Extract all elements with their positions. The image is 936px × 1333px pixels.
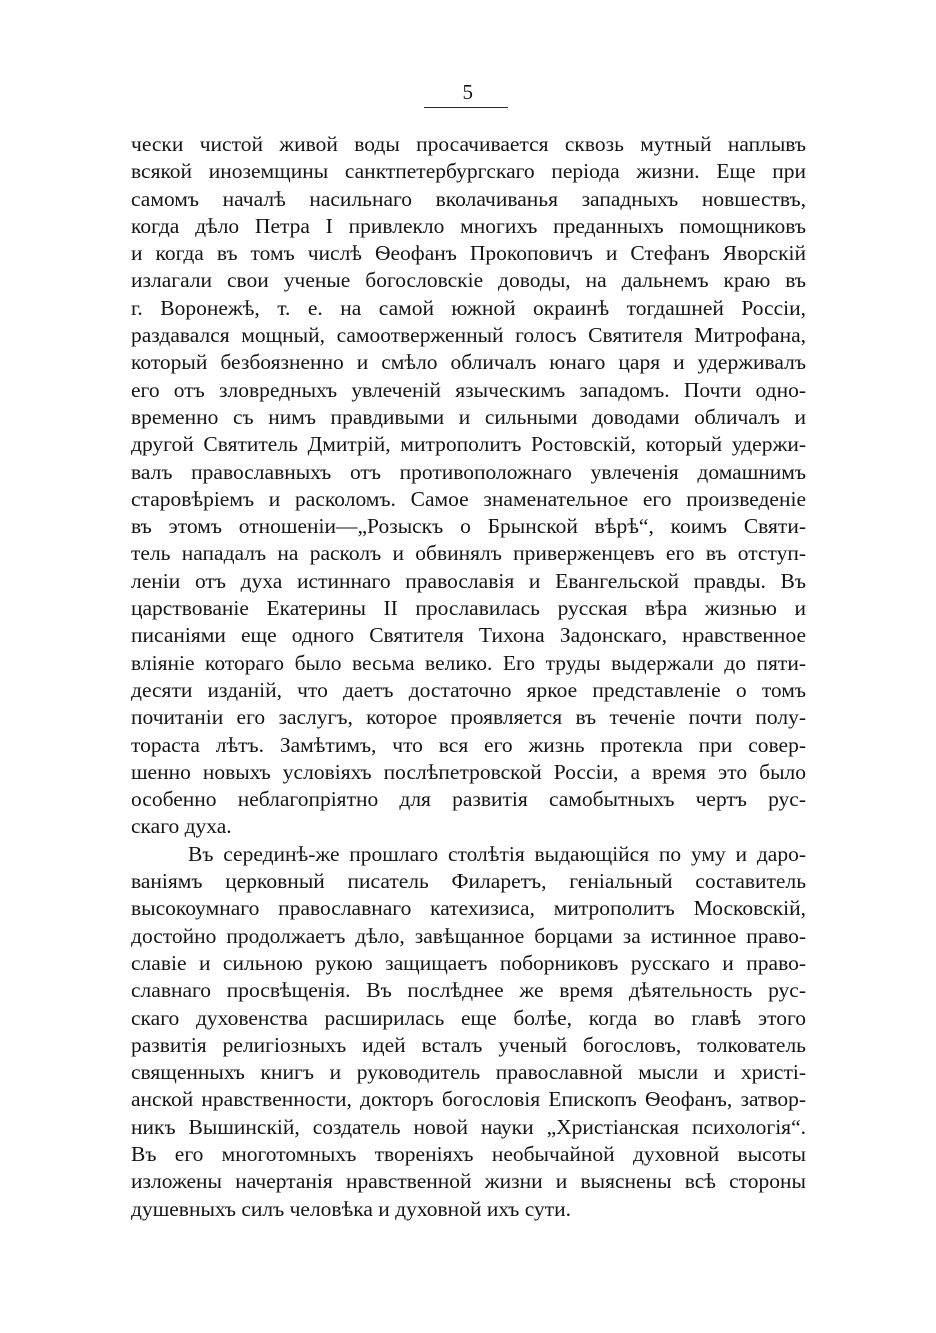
text-line: тораста лѣтъ. Замѣтимъ, что вся его жизнь протекла при совер- <box>131 732 806 757</box>
text-line: почитаніи его заслугъ, которое проявляется въ теченіе почти полу- <box>131 705 806 730</box>
text-line: душевныхъ силъ человѣка и духовной ихъ сути. <box>131 1196 572 1221</box>
text-line: анской нравственности, докторъ богословія Епископъ Ѳеофанъ, затвор- <box>131 1087 806 1112</box>
text-line: другой Святитель Дмитрій, митрополитъ Ростовскій, который удержи- <box>131 432 806 457</box>
text-line: Въ серединѣ-же прошлаго столѣтія выдающійся по уму и даро- <box>188 841 806 866</box>
text-line: старовѣріемъ и расколомъ. Самое знаменательное его произведеніе <box>131 486 806 511</box>
text-line: никъ Вышинскій, создатель новой науки „Христіанская психологія“. <box>131 1114 806 1139</box>
text-line: который безбоязненно и смѣло обличалъ юнаго царя и удерживалъ <box>131 350 806 375</box>
text-line: когда дѣло Петра I привлекло многихъ преданныхъ помощниковъ <box>131 213 806 238</box>
text-line: шенно новыхъ условіяхъ послѣпетровской Россіи, а время это было <box>131 759 806 784</box>
text-line: высокоумнаго православнаго катехизиса, митрополитъ Московскій, <box>131 896 806 921</box>
text-line: десяти изданій, что даетъ достаточно яркое представленіе о томъ <box>131 677 806 702</box>
text-line: и когда въ томъ числѣ Ѳеофанъ Прокоповичъ и Стефанъ Яворскій <box>131 241 806 266</box>
text-line: всякой иноземщины санктпетербургскаго періода жизни. Еще при <box>131 159 806 184</box>
text-line: царствованіе Екатерины II прославилась русская вѣра жизнью и <box>131 596 806 621</box>
text-line: въ этомъ отношеніи—„Розыскъ о Брынской вѣрѣ“, коимъ Святи- <box>131 514 806 539</box>
text-line: тель нападалъ на расколъ и обвинялъ приверженцевъ его въ отступ- <box>131 541 806 566</box>
text-line: чески чистой живой воды просачивается сквозь мутный наплывъ <box>131 132 806 156</box>
paragraph <box>131 841 806 1223</box>
text-line: изложены начертанія нравственной жизни и выяснены всѣ стороны <box>131 1169 806 1194</box>
text-line: особенно неблагопріятно для развитія самобытныхъ чертъ рус- <box>131 787 806 812</box>
text-line: скаго духовенства расширилась еще болѣе, когда во главѣ этого <box>131 1005 806 1030</box>
text-line: г. Воронежѣ, т. е. на самой южной окраинѣ тогдашней Россіи, <box>131 295 806 320</box>
text-line: скаго духа. <box>131 814 232 839</box>
text-line: Въ его многотомныхъ твореніяхъ необычайной духовной высоты <box>131 1141 806 1166</box>
text-line: его отъ зловредныхъ увлеченій языческимъ западомъ. Почти одно- <box>131 377 806 402</box>
text-line: леніи отъ духа истиннаго православія и Евангельской правды. Въ <box>131 568 806 593</box>
text-line: священныхъ книгъ и руководитель православной мысли и христі- <box>131 1060 806 1085</box>
text-line: излагали свои ученые богословскіе доводы, на дальнемъ краю въ <box>131 268 806 293</box>
page-number: 5 <box>462 80 474 104</box>
text-line: ваніямъ церковный писатель Филаретъ, геніальный составитель <box>131 869 806 894</box>
text-line: самомъ началѣ насильнаго вколачиванья западныхъ новшествъ, <box>131 186 806 211</box>
body-text <box>131 131 806 1223</box>
text-line: славнаго просвѣщенія. Въ послѣднее же время дѣятельность рус- <box>131 978 806 1003</box>
text-line: развитія религіозныхъ идей всталъ ученый богословъ, толкователь <box>131 1032 806 1057</box>
text-line: раздавался мощный, самоотверженный голосъ Святителя Митрофана, <box>131 323 806 348</box>
header-rule <box>424 107 508 108</box>
text-line: валъ православныхъ отъ противоположнаго увлеченія домашнимъ <box>131 459 806 484</box>
text-line: временно съ нимъ правдивыми и сильными доводами обличалъ и <box>131 404 806 429</box>
paragraph <box>131 131 806 841</box>
text-line: славіе и сильною рукою защищаетъ поборниковъ русскаго и право- <box>131 950 806 975</box>
text-line: достойно продолжаетъ дѣло, завѣщанное борцами за истинное право- <box>131 923 806 948</box>
text-line: писаніями еще одного Святителя Тихона Задонскаго, нравственное <box>131 623 806 648</box>
text-line: вліяніе котораго было весьма велико. Его труды выдержали до пяти- <box>131 650 806 675</box>
